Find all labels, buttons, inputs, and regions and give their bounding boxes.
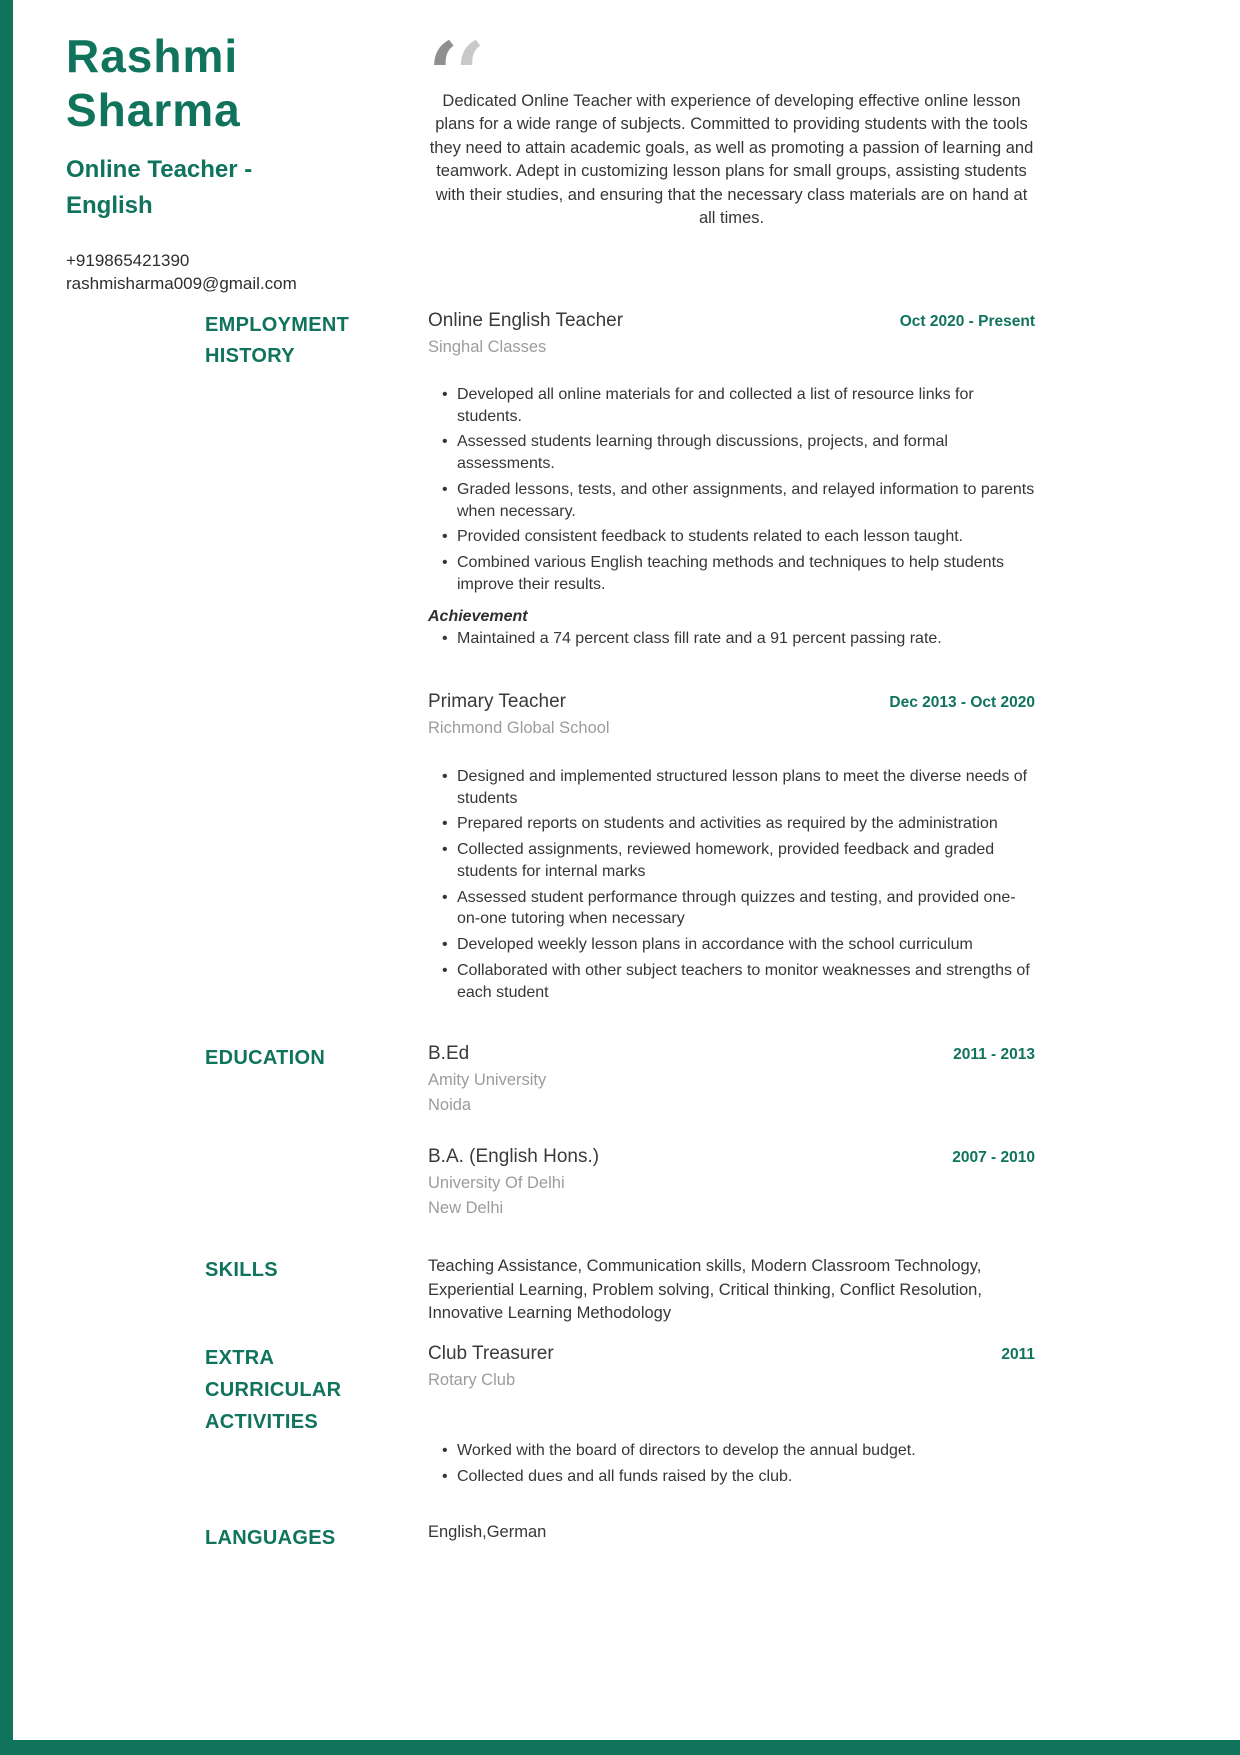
email-address: rashmisharma009@gmail.com [66,273,297,293]
summary-block [428,30,1035,231]
skills-content [428,1255,1035,1325]
bullet-item: • Developed all online materials for and collected a list of resource links for students. [428,384,1035,428]
bullet-item: • Maintained a 74 percent class fill rate and a 91 percent passing rate. [428,628,1035,650]
extra-curricular-label: EXTRA CURRICULAR ACTIVITIES [205,1347,342,1433]
school-name: University Of Delhi [428,1174,565,1193]
education-head [428,1043,1035,1065]
activity-bullet-list [428,1440,1035,1488]
bullet-item: • Worked with the board of directors to develop the annual budget. [428,1440,1035,1462]
phone-number: +919865421390 [66,250,190,270]
header [66,30,1035,296]
person-name: Rashmi Sharma [66,30,241,136]
education-entry [428,1043,1035,1116]
languages-content [428,1523,1035,1542]
activity-head [428,1343,1035,1365]
bullet-item: • Assessed student performance through quizzes and testing, and provided one-on-one tutoring when necessary [428,887,1035,931]
job-entry [428,691,1035,1003]
job-company: Richmond Global School [428,719,610,738]
activity-title: Club Treasurer [428,1343,554,1365]
activity-entry [428,1343,1035,1487]
section-label-col [66,1043,428,1075]
school-city: New Delhi [428,1198,504,1217]
skills-text: Teaching Assistance, Communication skills, Modern Classroom Technology, Experiential Learning, Problem solving, Critical thinking, Conflict Resolution, Innovative Learning Methodology [428,1257,982,1322]
education-dates: 2011 - 2013 [953,1046,1035,1064]
education-content [428,1043,1035,1219]
job-company: Singhal Classes [428,337,547,356]
bullet-item: • Combined various English teaching methods and techniques to help students improve their results. [428,552,1035,596]
job-bullet-list [428,766,1035,1004]
job-bullet-list [428,384,1035,596]
education-entry [428,1146,1035,1219]
person-title: Online Teacher - English [66,155,253,219]
degree-name: B.A. (English Hons.) [428,1146,600,1168]
education-dates: 2007 - 2010 [952,1149,1035,1167]
contact-block [66,250,428,296]
section-label-col [66,1523,428,1555]
bullet-item: • Collected dues and all funds raised by the club. [428,1466,1035,1488]
section-extra-curricular [66,1343,1035,1491]
languages-text: English,German [428,1523,547,1542]
resume-content [66,30,1035,1555]
bullet-item: • Developed weekly lesson plans in accordance with the school curriculum [428,934,1035,956]
achievement-label: Achievement [428,607,528,625]
bullet-item: • Designed and implemented structured lesson plans to meet the diverse needs of students [428,766,1035,810]
bullet-item: • Prepared reports on students and activities as required by the administration [428,813,1035,835]
languages-label: LANGUAGES [205,1527,336,1550]
school-name: Amity University [428,1071,547,1090]
bullet-item: • Collaborated with other subject teachers to monitor weaknesses and strengths of each student [428,960,1035,1004]
bullet-item: • Collected assignments, reviewed homework, provided feedback and graded students for internal marks [428,839,1035,883]
extra-curricular-content [428,1343,1035,1491]
identity-block [66,30,428,296]
activity-dates: 2011 [1001,1346,1035,1364]
job-entry [428,310,1035,650]
job-head [428,310,1035,332]
summary-text: Dedicated Online Teacher with experience of developing effective online lesson plans for a wide range of subjects. Committed to providing students with the tools they need to attain academic goals, as well as promoting a passion of learning and teamwork. Adept in customizing lesson plans for small groups, assisting students with their studies, and ensuring that the necessary class materials are on hand at all times. [429,92,1034,228]
section-skills [66,1255,1035,1325]
left-accent-bar [0,0,13,1755]
job-title: Online English Teacher [428,309,624,331]
skills-label: SKILLS [205,1259,278,1282]
job-dates: Dec 2013 - Oct 2020 [889,694,1035,712]
section-label-col [66,1343,428,1438]
section-employment-history [66,310,1035,1008]
section-education [66,1043,1035,1219]
section-label-col [66,1255,428,1287]
bottom-accent-bar [0,1740,1240,1755]
employment-content [428,310,1035,1008]
job-title: Primary Teacher [428,691,566,713]
quote-icon: ‘‘ [428,30,482,86]
section-label-col [66,310,428,373]
bullet-item: • Graded lessons, tests, and other assignments, and relayed information to parents when necessary. [428,479,1035,523]
section-languages [66,1523,1035,1555]
job-dates: Oct 2020 - Present [899,312,1035,330]
school-city: Noida [428,1095,472,1114]
job-head [428,691,1035,713]
education-head [428,1146,1035,1168]
education-label: EDUCATION [205,1047,326,1070]
bullet-item: • Assessed students learning through discussions, projects, and formal assessments. [428,431,1035,475]
achievement-bullet-list [428,628,1035,650]
employment-history-label: EMPLOYMENT HISTORY [205,313,350,368]
activity-org: Rotary Club [428,1371,516,1390]
bullet-item: • Provided consistent feedback to students related to each lesson taught. [428,526,1035,548]
degree-name: B.Ed [428,1043,470,1065]
